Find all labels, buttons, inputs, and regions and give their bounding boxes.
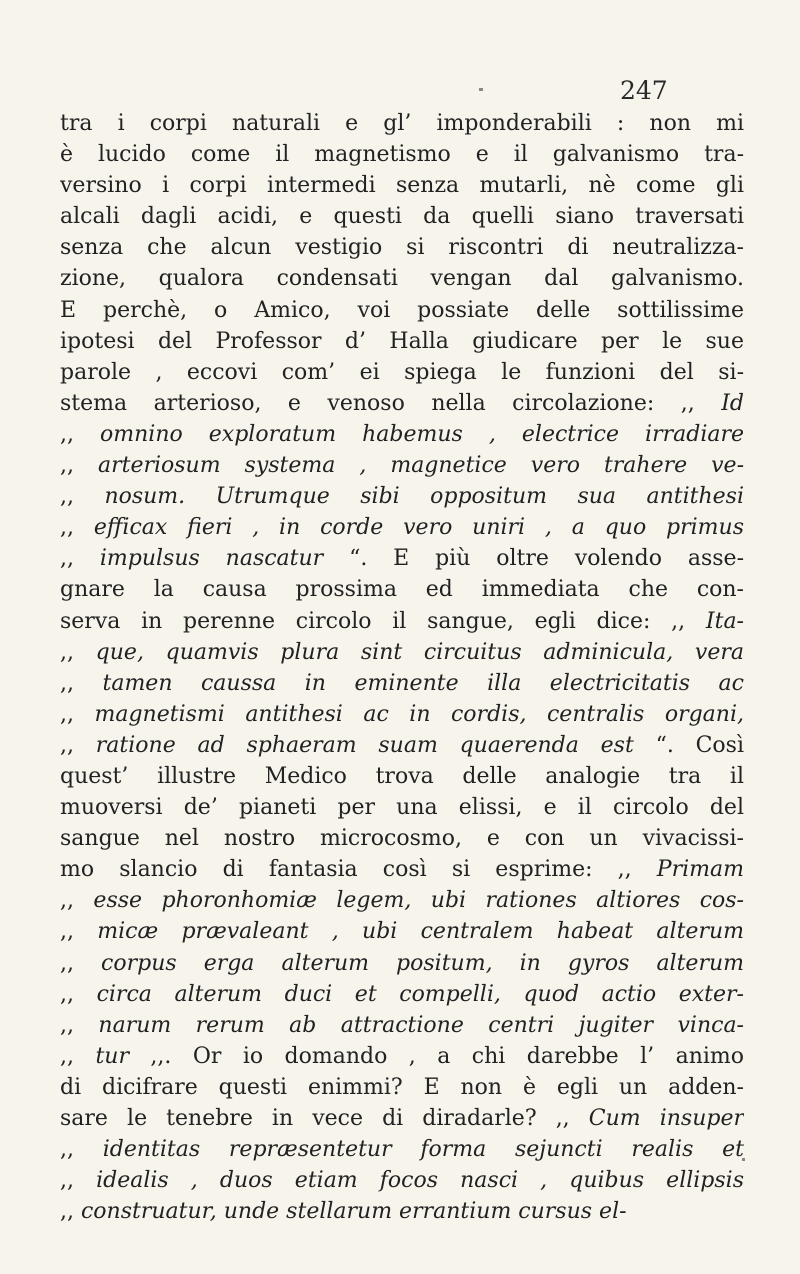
italic-segment: arteriosum systema , magnetice vero trahere ve- bbox=[97, 453, 744, 479]
text-segment: ,, bbox=[60, 421, 101, 447]
text-segment: ,, bbox=[60, 888, 94, 914]
text-segment: tra i corpi naturali e gl’ imponderabili : non mi bbox=[60, 111, 744, 136]
scan-speck bbox=[479, 88, 483, 91]
text-line bbox=[60, 699, 744, 730]
italic-segment: circa alterum duci et compelli, quod actio exter- bbox=[96, 981, 744, 1007]
text-segment: ,, bbox=[60, 981, 97, 1007]
text-segment: ,, bbox=[60, 1199, 81, 1225]
italic-segment: identitas repræsentetur forma sejuncti realis et bbox=[102, 1137, 744, 1163]
italic-segment: micæ prævaleant , ubi centralem habeat alterum bbox=[97, 919, 744, 945]
text-segment: ,, bbox=[60, 1043, 96, 1069]
text-line bbox=[60, 1165, 744, 1196]
page-number: 247 bbox=[620, 76, 668, 105]
text-line bbox=[60, 792, 744, 823]
italic-segment: Ita- bbox=[705, 608, 744, 634]
text-segment: mo slancio di fantasia così si esprime: ,, bbox=[60, 857, 657, 883]
italic-segment: que, quamvis plura sint circuitus adminicula, vera bbox=[95, 639, 744, 665]
text-segment: ,, bbox=[60, 515, 94, 541]
text-segment: ,, bbox=[60, 670, 103, 696]
text-segment: ,, bbox=[60, 453, 98, 479]
text-segment: sangue nel nostro microcosmo, e con un vivacissi- bbox=[60, 826, 744, 852]
text-segment: “. Così bbox=[633, 732, 744, 758]
text-line bbox=[60, 637, 744, 668]
text-segment: sare le tenebre in vece di diradarle? ,, bbox=[60, 1106, 589, 1131]
text-segment: quest’ illustre Medico trova delle analogie tra il bbox=[60, 763, 744, 789]
italic-segment: idealis , duos etiam focos nasci , quibus ellipsis bbox=[96, 1168, 744, 1194]
text-line bbox=[60, 108, 744, 139]
text-line bbox=[60, 450, 744, 481]
text-segment: ,, bbox=[60, 1137, 103, 1163]
text-line bbox=[60, 201, 744, 232]
text-segment: muoversi de’ pianeti per una elissi, e il circolo del bbox=[60, 795, 744, 821]
text-segment: ,, bbox=[60, 732, 96, 758]
text-body bbox=[60, 108, 744, 1227]
text-line bbox=[60, 1072, 744, 1103]
text-line bbox=[60, 1103, 744, 1134]
text-segment: ,, bbox=[60, 919, 98, 945]
text-segment: serva in perenne circolo il sangue, egli dice: ,, bbox=[60, 608, 706, 634]
italic-segment: construatur, unde stellarum errantium cursus el- bbox=[80, 1199, 627, 1225]
text-line bbox=[60, 357, 744, 388]
text-line bbox=[60, 139, 744, 170]
text-line bbox=[60, 543, 744, 574]
text-line bbox=[60, 1134, 744, 1165]
text-segment: ,, bbox=[60, 546, 100, 572]
italic-segment: magnetismi antithesi ac in cordis, centralis organi, bbox=[94, 701, 744, 727]
text-line bbox=[60, 948, 744, 979]
italic-segment: Cum insuper bbox=[588, 1106, 744, 1131]
text-segment: alcali dagli acidi, e questi da quelli siano traversati bbox=[60, 204, 744, 230]
text-line bbox=[60, 263, 744, 294]
text-line bbox=[60, 854, 744, 885]
text-line bbox=[60, 606, 744, 637]
italic-segment: nosum. Utrumque sibi oppositum sua antithesi bbox=[104, 484, 744, 510]
text-line bbox=[60, 512, 744, 543]
italic-segment: omnino exploratum habemus , electrice irradiare bbox=[100, 421, 744, 447]
text-line bbox=[60, 1010, 744, 1041]
italic-segment: corpus erga alterum positum, in gyros alterum bbox=[101, 950, 744, 976]
italic-segment: tur bbox=[95, 1043, 129, 1069]
italic-segment: Id bbox=[721, 390, 744, 416]
text-segment: ,, bbox=[60, 639, 96, 665]
text-segment: ,, bbox=[60, 950, 102, 976]
text-line bbox=[60, 388, 744, 419]
text-line bbox=[60, 668, 744, 699]
text-segment: di dicifrare questi enimmi? E non è egli un adden- bbox=[60, 1074, 744, 1100]
text-segment: ipotesi del Professor d’ Halla giudicare per le sue bbox=[60, 328, 744, 354]
text-line bbox=[60, 419, 744, 450]
italic-segment: tamen caussa in eminente illa electricitatis ac bbox=[102, 670, 744, 696]
text-line bbox=[60, 295, 744, 326]
text-segment: ,, bbox=[60, 1168, 97, 1194]
italic-segment: Primam bbox=[656, 857, 744, 883]
text-segment: “. E più oltre volendo asse- bbox=[323, 546, 744, 572]
text-line bbox=[60, 979, 744, 1010]
text-line bbox=[60, 823, 744, 854]
text-segment: parole , eccovi com’ ei spiega le funzioni del si- bbox=[60, 359, 744, 385]
text-segment: è lucido come il magnetismo e il galvanismo tra- bbox=[60, 142, 744, 168]
text-line bbox=[60, 1196, 744, 1227]
italic-segment: ratione ad sphaeram suam quaerenda est bbox=[95, 732, 634, 758]
text-segment: versino i corpi intermedi senza mutarli, nè come gli bbox=[60, 173, 744, 199]
italic-segment: narum rerum ab attractione centri jugiter vinca- bbox=[98, 1012, 744, 1038]
text-segment: ,, bbox=[60, 701, 95, 727]
text-line bbox=[60, 481, 744, 512]
text-line bbox=[60, 885, 744, 916]
text-line bbox=[60, 761, 744, 792]
text-segment: ,, bbox=[60, 1012, 99, 1038]
text-segment: ,,. Or io domando , a chi darebbe l’ animo bbox=[128, 1043, 744, 1069]
text-line bbox=[60, 730, 744, 761]
text-segment: senza che alcun vestigio si riscontri di neutralizza- bbox=[60, 235, 744, 261]
text-line bbox=[60, 170, 744, 201]
italic-segment: esse phoronhomiæ legem, ubi rationes altiores cos- bbox=[93, 888, 744, 914]
text-segment: ,, bbox=[60, 484, 105, 510]
italic-segment: impulsus nascatur bbox=[99, 546, 324, 572]
text-line bbox=[60, 1041, 744, 1072]
text-segment: stema arterioso, e venoso nella circolazione: ,, bbox=[60, 390, 722, 416]
text-line bbox=[60, 326, 744, 357]
text-line bbox=[60, 916, 744, 947]
text-line bbox=[60, 232, 744, 263]
italic-segment: efficax fieri , in corde vero uniri , a quo primus bbox=[93, 515, 744, 541]
text-segment: gnare la causa prossima ed immediata che con- bbox=[60, 577, 744, 603]
text-segment: zione, qualora condensati vengan dal galvanismo. bbox=[60, 266, 744, 292]
text-segment: E perchè, o Amico, voi possiate delle sottilissime bbox=[60, 297, 744, 323]
text-line bbox=[60, 574, 744, 605]
